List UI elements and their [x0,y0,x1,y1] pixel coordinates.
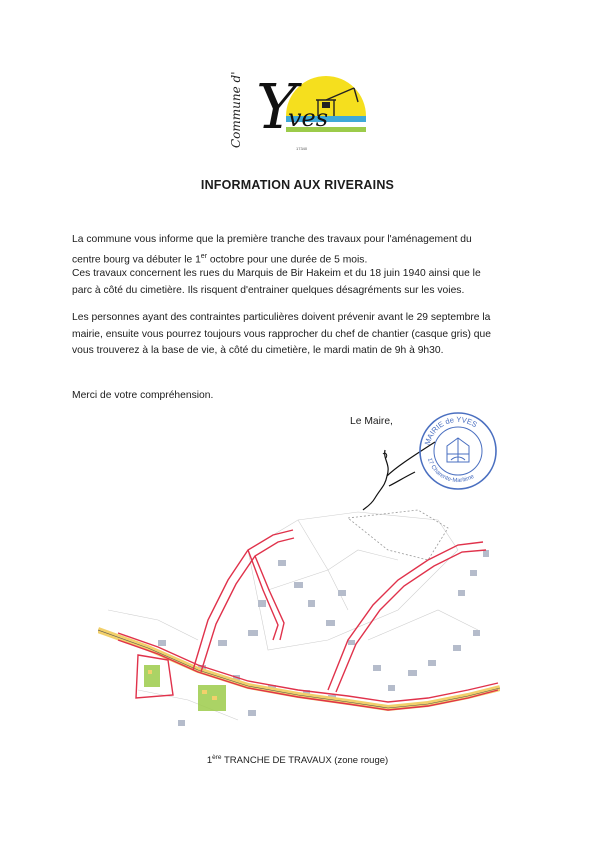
paragraph-streets [72,266,527,299]
logo-initial: Y [256,70,297,143]
paragraph-line: La commune vous informe que la première tranche des travaux pour l'aménagement du [72,234,472,245]
stamp-top-text: MAIRIE de YVES [422,414,479,447]
paragraph-line: parc à côté du cimetière. Ils risquent d'entrainer quelques désagréments sur les voies. [72,284,465,296]
logo-tagline: 17340 [296,146,308,151]
thanks-text: Merci de votre compréhension. [72,390,214,401]
site-plan-map [98,490,500,738]
paragraph-line: Les personnes ayant des contraintes particulières doivent prévenir avant le 29 septembre la [72,312,491,323]
page-title: INFORMATION AUX RIVERAINS [200,178,395,192]
mairie-stamp [417,410,499,492]
paragraph-line: vous trouverez à la base de vie, à côté du cimetière, le mardi matin de 9h à 9h30. [72,345,444,356]
map-caption: 1ère TRANCHE DE TRAVAUX (zone rouge) [206,754,389,767]
paragraph-start-date [72,232,527,268]
paragraph-line: mairie, ensuite vous pourrez toujours vous rapprocher du chef de chantier (casque gris) que [72,328,491,340]
logo-town-name: ves [288,104,329,132]
logo-commune-label: Commune d' [229,71,243,148]
paragraph-line: centre bourg va débuter le 1er octobre pour une durée de 5 mois. [72,252,368,265]
stamp-bottom-text: 17 Charente-Maritime [426,457,476,485]
paragraph-line: Ces travaux concernent les rues du Marquis de Bir Hakeim et du 18 juin 1940 ainsi que le [72,268,481,279]
signature-label: Le Maire, [350,416,393,427]
paragraph-contact [72,310,527,360]
commune-logo [226,66,366,158]
